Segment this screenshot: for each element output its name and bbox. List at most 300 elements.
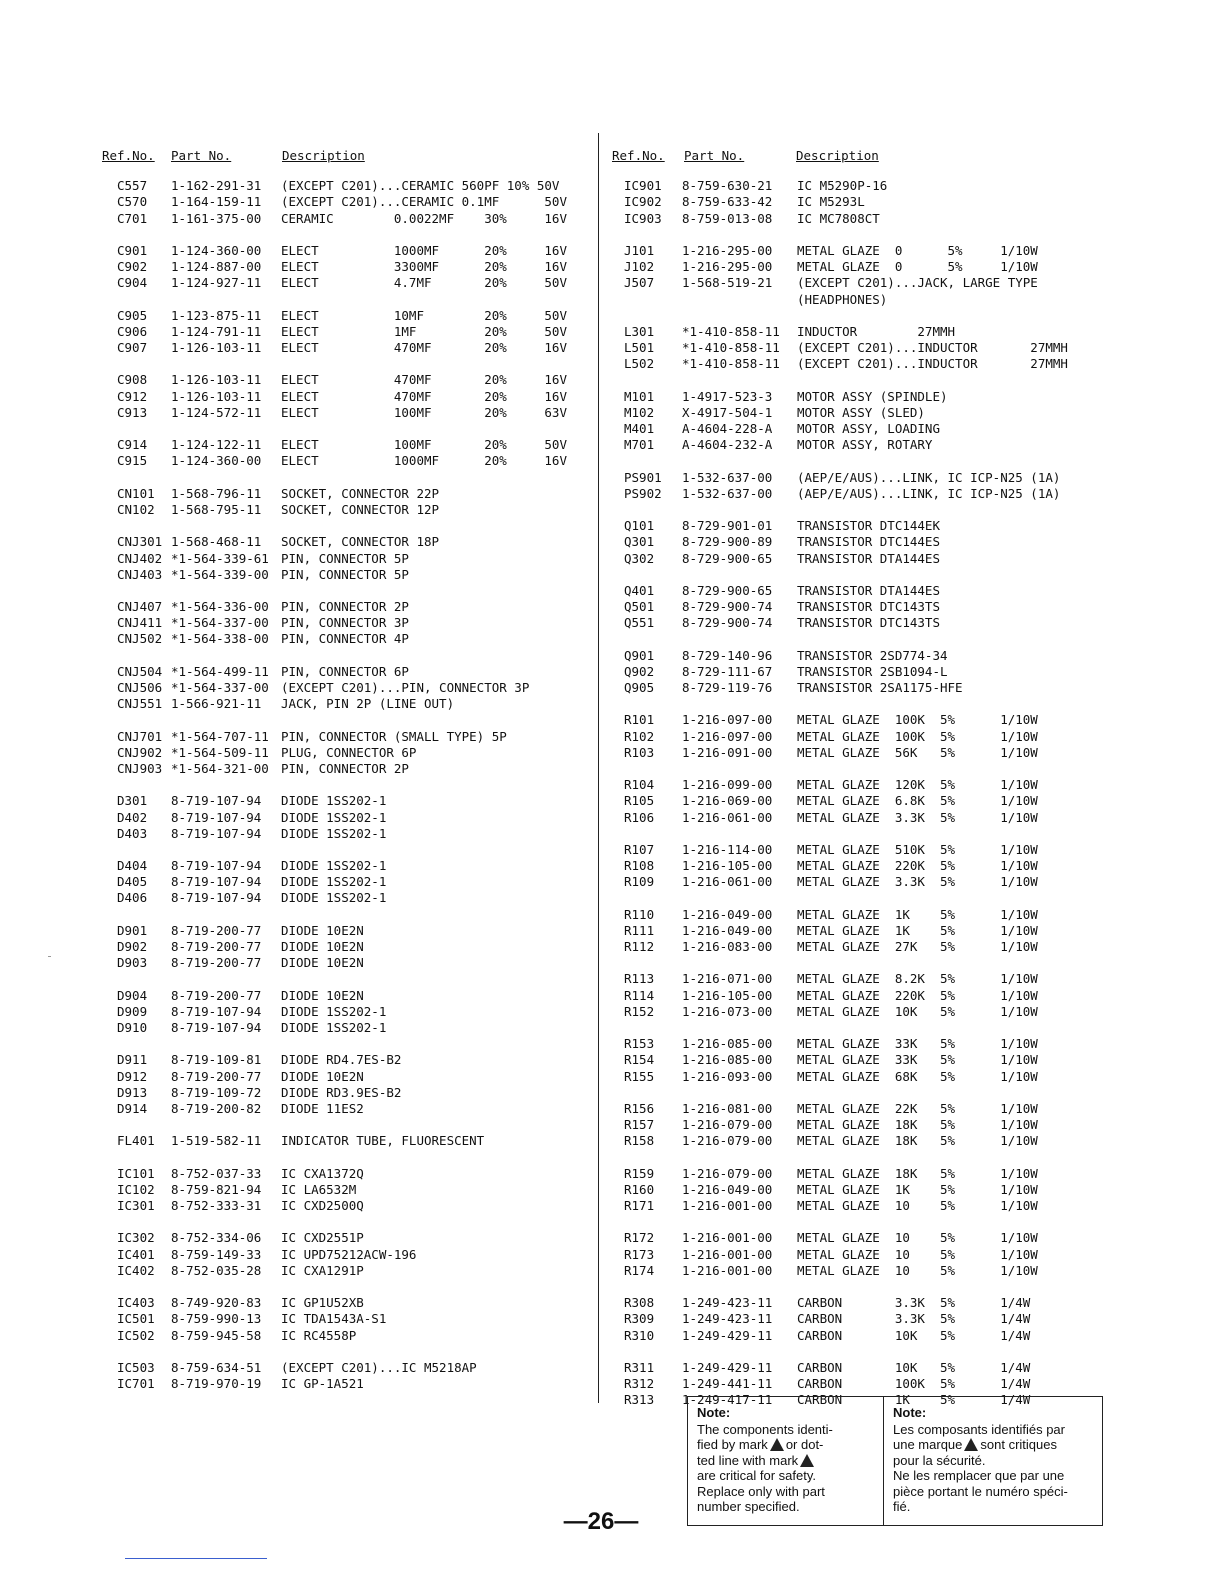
parts-row bbox=[612, 1198, 1107, 1214]
page-number: —26— bbox=[563, 1508, 639, 1535]
part-no: 1-216-001-00 bbox=[682, 1230, 773, 1246]
part-no: 1-216-073-00 bbox=[682, 1003, 773, 1019]
part-no: *1-564-337-00 bbox=[171, 680, 269, 696]
ref-no: PS902 bbox=[624, 485, 662, 501]
ref-no: IC701 bbox=[117, 1376, 155, 1392]
parts-list-left-column bbox=[102, 148, 590, 1408]
ref-no: D402 bbox=[117, 809, 148, 825]
part-no: 8-759-990-13 bbox=[171, 1311, 262, 1327]
column-divider bbox=[598, 133, 599, 1403]
ref-no: D910 bbox=[117, 1019, 148, 1035]
parts-row bbox=[612, 211, 1107, 227]
ref-no: R159 bbox=[624, 1165, 655, 1181]
description: INDUCTOR 27MMH bbox=[797, 323, 956, 339]
part-no: 8-719-200-77 bbox=[171, 939, 262, 955]
parts-list-left-body bbox=[102, 178, 590, 1392]
note-line: pour la sécurité. bbox=[893, 1452, 986, 1468]
ref-no: D902 bbox=[117, 939, 148, 955]
parts-group bbox=[102, 372, 590, 421]
part-no: 8-719-109-81 bbox=[171, 1052, 262, 1068]
ref-no: Q302 bbox=[624, 550, 655, 566]
ref-no: C905 bbox=[117, 307, 148, 323]
parts-row bbox=[102, 745, 590, 761]
header-description: Description bbox=[796, 148, 879, 163]
ref-no: J507 bbox=[624, 275, 655, 291]
parts-group bbox=[612, 389, 1107, 454]
description: CARBON 3.3K 5% 1/4W bbox=[797, 1311, 1031, 1327]
parts-row bbox=[102, 1020, 590, 1036]
part-no: *1-564-707-11 bbox=[171, 728, 269, 744]
description: (HEADPHONES) bbox=[797, 291, 888, 307]
description: MOTOR ASSY, LOADING bbox=[797, 421, 940, 437]
description: CERAMIC 0.0022MF 30% 16V bbox=[281, 210, 567, 226]
parts-row bbox=[102, 308, 590, 324]
ref-no: C570 bbox=[117, 194, 148, 210]
description: DIODE RD4.7ES-B2 bbox=[281, 1052, 402, 1068]
parts-group bbox=[102, 308, 590, 357]
ref-no: R103 bbox=[624, 744, 655, 760]
parts-group bbox=[102, 988, 590, 1037]
part-no: 8-729-900-65 bbox=[682, 550, 773, 566]
parts-row bbox=[612, 712, 1107, 728]
parts-row bbox=[102, 810, 590, 826]
ref-no: CNJ403 bbox=[117, 566, 163, 582]
part-no: 1-216-097-00 bbox=[682, 728, 773, 744]
description: METAL GLAZE 10 5% 1/10W bbox=[797, 1246, 1038, 1262]
note-line: Replace only with part bbox=[697, 1483, 825, 1499]
ref-no: CNJ407 bbox=[117, 599, 163, 615]
part-no: 8-719-107-94 bbox=[171, 809, 262, 825]
part-no: 1-124-791-11 bbox=[171, 323, 262, 339]
part-no: *1-564-499-11 bbox=[171, 663, 269, 679]
description: METAL GLAZE 22K 5% 1/10W bbox=[797, 1100, 1038, 1116]
part-no: 1-216-085-00 bbox=[682, 1052, 773, 1068]
parts-row bbox=[612, 1052, 1107, 1068]
part-no: 8-719-107-94 bbox=[171, 874, 262, 890]
parts-row bbox=[612, 599, 1107, 615]
description: IC M5290P-16 bbox=[797, 178, 888, 194]
parts-row bbox=[612, 680, 1107, 696]
description: IC GP-1A521 bbox=[281, 1376, 364, 1392]
parts-row bbox=[102, 275, 590, 291]
description: TRANSISTOR 2SB1094-L bbox=[797, 663, 948, 679]
description: PIN, CONNECTOR 2P bbox=[281, 760, 409, 776]
parts-group bbox=[102, 534, 590, 583]
parts-group bbox=[102, 243, 590, 292]
ref-no: D405 bbox=[117, 874, 148, 890]
parts-group bbox=[102, 729, 590, 778]
description: DIODE 10E2N bbox=[281, 1068, 364, 1084]
description: TRANSISTOR DTC143TS bbox=[797, 615, 940, 631]
ref-no: R157 bbox=[624, 1117, 655, 1133]
description: IC LA6532M bbox=[281, 1181, 357, 1197]
parts-row bbox=[102, 1328, 590, 1344]
description: METAL GLAZE 220K 5% 1/10W bbox=[797, 858, 1038, 874]
description: CARBON 1K 5% 1/4W bbox=[797, 1392, 1031, 1408]
ref-no: IC401 bbox=[117, 1246, 155, 1262]
description: METAL GLAZE 0 5% 1/10W bbox=[797, 242, 1038, 258]
parts-row bbox=[612, 988, 1107, 1004]
parts-row bbox=[612, 275, 1107, 291]
description: METAL GLAZE 68K 5% 1/10W bbox=[797, 1068, 1038, 1084]
ref-no: CNJ301 bbox=[117, 534, 163, 550]
header-ref-no: Ref.No. bbox=[102, 148, 155, 163]
parts-row bbox=[102, 1085, 590, 1101]
description: DIODE 1SS202-1 bbox=[281, 1019, 387, 1035]
parts-row bbox=[102, 680, 590, 696]
parts-group bbox=[612, 1166, 1107, 1215]
safety-warning-icon bbox=[770, 1438, 784, 1451]
part-no: 1-216-079-00 bbox=[682, 1133, 773, 1149]
description: PIN, CONNECTOR 5P bbox=[281, 566, 409, 582]
ref-no: CN101 bbox=[117, 485, 155, 501]
ref-no: Q905 bbox=[624, 680, 655, 696]
part-no: 8-729-119-76 bbox=[682, 680, 773, 696]
header-part-no: Part No. bbox=[684, 148, 745, 163]
ref-no: CNJ411 bbox=[117, 615, 163, 631]
part-no: 8-719-200-82 bbox=[171, 1100, 262, 1116]
part-no: 8-759-821-94 bbox=[171, 1181, 262, 1197]
description: DIODE 1SS202-1 bbox=[281, 890, 387, 906]
parts-row bbox=[612, 583, 1107, 599]
parts-row bbox=[612, 1230, 1107, 1246]
ref-no: FL401 bbox=[117, 1133, 155, 1149]
parts-row bbox=[612, 858, 1107, 874]
ref-no: R156 bbox=[624, 1100, 655, 1116]
description: ELECT 1000MF 20% 16V bbox=[281, 242, 567, 258]
parts-row bbox=[102, 664, 590, 680]
parts-group bbox=[612, 583, 1107, 632]
ref-no: R308 bbox=[624, 1295, 655, 1311]
ref-no: CNJ551 bbox=[117, 696, 163, 712]
parts-group bbox=[612, 1295, 1107, 1344]
ref-no: D904 bbox=[117, 987, 148, 1003]
description: DIODE RD3.9ES-B2 bbox=[281, 1084, 402, 1100]
parts-row bbox=[612, 534, 1107, 550]
part-no: 1-216-061-00 bbox=[682, 874, 773, 890]
description: TRANSISTOR DTA144ES bbox=[797, 550, 940, 566]
parts-row bbox=[612, 405, 1107, 421]
note-line: The components identi- bbox=[697, 1421, 833, 1437]
parts-row bbox=[102, 372, 590, 388]
description: DIODE 10E2N bbox=[281, 987, 364, 1003]
ref-no: IC302 bbox=[117, 1230, 155, 1246]
part-no: 8-719-107-94 bbox=[171, 793, 262, 809]
parts-row bbox=[612, 470, 1107, 486]
part-no: 1-216-083-00 bbox=[682, 939, 773, 955]
description: DIODE 1SS202-1 bbox=[281, 793, 387, 809]
ref-no: D406 bbox=[117, 890, 148, 906]
description: PIN, CONNECTOR 2P bbox=[281, 599, 409, 615]
part-no: 1-124-360-00 bbox=[171, 453, 262, 469]
description: METAL GLAZE 56K 5% 1/10W bbox=[797, 744, 1038, 760]
description: METAL GLAZE 120K 5% 1/10W bbox=[797, 777, 1038, 793]
description: PIN, CONNECTOR 6P bbox=[281, 663, 409, 679]
part-no: 1-519-582-11 bbox=[171, 1133, 262, 1149]
part-no: 8-729-900-65 bbox=[682, 582, 773, 598]
parts-row bbox=[102, 1247, 590, 1263]
parts-row bbox=[612, 842, 1107, 858]
part-no: 1-216-049-00 bbox=[682, 1181, 773, 1197]
description: TRANSISTOR DTA144ES bbox=[797, 582, 940, 598]
part-no: 1-216-001-00 bbox=[682, 1246, 773, 1262]
note-line: pièce portant le numéro spéci- bbox=[893, 1483, 1068, 1499]
parts-row bbox=[102, 1101, 590, 1117]
ref-no: IC301 bbox=[117, 1198, 155, 1214]
parts-row bbox=[612, 939, 1107, 955]
part-no: 8-752-333-31 bbox=[171, 1198, 262, 1214]
part-no: 1-124-360-00 bbox=[171, 242, 262, 258]
parts-group bbox=[102, 923, 590, 972]
ref-no: IC403 bbox=[117, 1295, 155, 1311]
ref-no: CN102 bbox=[117, 501, 155, 517]
parts-row bbox=[612, 793, 1107, 809]
description: METAL GLAZE 18K 5% 1/10W bbox=[797, 1133, 1038, 1149]
ref-no: IC902 bbox=[624, 194, 662, 210]
parts-group bbox=[612, 971, 1107, 1020]
description: JACK, PIN 2P (LINE OUT) bbox=[281, 696, 455, 712]
parts-row bbox=[612, 1263, 1107, 1279]
ref-no: D913 bbox=[117, 1084, 148, 1100]
parts-row bbox=[102, 761, 590, 777]
part-no: 1-124-887-00 bbox=[171, 259, 262, 275]
ref-no: C557 bbox=[117, 178, 148, 194]
ref-no: R313 bbox=[624, 1392, 655, 1408]
parts-row bbox=[612, 1295, 1107, 1311]
parts-row bbox=[102, 178, 590, 194]
safety-note-box bbox=[687, 1396, 1103, 1526]
ref-no: D301 bbox=[117, 793, 148, 809]
ref-no: Q901 bbox=[624, 647, 655, 663]
parts-row bbox=[102, 324, 590, 340]
ref-no: R107 bbox=[624, 841, 655, 857]
description: MOTOR ASSY (SPINDLE) bbox=[797, 388, 948, 404]
ref-no: R173 bbox=[624, 1246, 655, 1262]
parts-row bbox=[102, 1166, 590, 1182]
part-no: 1-249-429-11 bbox=[682, 1359, 773, 1375]
parts-row bbox=[612, 777, 1107, 793]
ref-no: R154 bbox=[624, 1052, 655, 1068]
part-no: 8-719-200-77 bbox=[171, 922, 262, 938]
parts-group bbox=[612, 1101, 1107, 1150]
ref-no: IC101 bbox=[117, 1165, 155, 1181]
ref-no: Q551 bbox=[624, 615, 655, 631]
parts-row bbox=[102, 194, 590, 210]
parts-list-right-column bbox=[612, 148, 1107, 1425]
note-line: Ne les remplacer que par une bbox=[893, 1468, 1065, 1483]
ref-no: R110 bbox=[624, 906, 655, 922]
parts-row bbox=[612, 874, 1107, 890]
parts-row bbox=[102, 259, 590, 275]
parts-group bbox=[102, 1360, 590, 1392]
ref-no: CNJ402 bbox=[117, 550, 163, 566]
parts-row bbox=[102, 1376, 590, 1392]
parts-row bbox=[102, 955, 590, 971]
ref-no: R158 bbox=[624, 1133, 655, 1149]
description: ELECT 4.7MF 20% 50V bbox=[281, 275, 567, 291]
part-no: 8-719-200-77 bbox=[171, 955, 262, 971]
ref-no: C908 bbox=[117, 372, 148, 388]
safety-warning-icon bbox=[964, 1438, 978, 1451]
part-no: *1-564-509-11 bbox=[171, 744, 269, 760]
ref-no: PS901 bbox=[624, 469, 662, 485]
header-description: Description bbox=[282, 148, 365, 163]
ref-no: R160 bbox=[624, 1181, 655, 1197]
part-no: 8-719-200-77 bbox=[171, 1068, 262, 1084]
ref-no bbox=[612, 292, 682, 308]
part-no: 1-216-061-00 bbox=[682, 809, 773, 825]
ref-no: C914 bbox=[117, 437, 148, 453]
parts-row bbox=[612, 1117, 1107, 1133]
part-no: 1-249-417-11 bbox=[682, 1392, 773, 1408]
note-line: number specified. bbox=[697, 1499, 800, 1514]
parts-group bbox=[102, 664, 590, 713]
part-no: 8-719-970-19 bbox=[171, 1376, 262, 1392]
parts-row bbox=[612, 1133, 1107, 1149]
note-text: une marque bbox=[893, 1437, 963, 1452]
ref-no: R111 bbox=[624, 922, 655, 938]
description: METAL GLAZE 0 5% 1/10W bbox=[797, 259, 1038, 275]
ref-no: IC502 bbox=[117, 1327, 155, 1343]
description: METAL GLAZE 3.3K 5% 1/10W bbox=[797, 809, 1038, 825]
ref-no: Q301 bbox=[624, 534, 655, 550]
ref-no: Q101 bbox=[624, 518, 655, 534]
note-line: Les composants identifiés par bbox=[893, 1421, 1065, 1437]
description: IC M5293L bbox=[797, 194, 865, 210]
parts-row bbox=[612, 1004, 1107, 1020]
ref-no: D909 bbox=[117, 1003, 148, 1019]
parts-row bbox=[102, 437, 590, 453]
ref-no: J101 bbox=[624, 242, 655, 258]
ref-no: CNJ506 bbox=[117, 680, 163, 696]
ref-no: R113 bbox=[624, 971, 655, 987]
description: METAL GLAZE 8.2K 5% 1/10W bbox=[797, 971, 1038, 987]
description: DIODE 1SS202-1 bbox=[281, 858, 387, 874]
note-line: are critical for safety. bbox=[697, 1468, 816, 1483]
parts-row bbox=[102, 696, 590, 712]
part-no bbox=[682, 292, 797, 308]
ref-no: R310 bbox=[624, 1327, 655, 1343]
part-no: 8-729-900-74 bbox=[682, 615, 773, 631]
ref-no: R108 bbox=[624, 858, 655, 874]
parts-group bbox=[102, 858, 590, 907]
parts-row bbox=[102, 631, 590, 647]
description: TRANSISTOR DTC144EK bbox=[797, 518, 940, 534]
part-no: 1-216-085-00 bbox=[682, 1036, 773, 1052]
part-no: A-4604-232-A bbox=[682, 437, 773, 453]
part-no: 1-216-079-00 bbox=[682, 1165, 773, 1181]
parts-row bbox=[612, 923, 1107, 939]
part-no: 1-216-114-00 bbox=[682, 841, 773, 857]
description: METAL GLAZE 10 5% 1/10W bbox=[797, 1230, 1038, 1246]
ref-no: Q401 bbox=[624, 582, 655, 598]
ref-no: IC402 bbox=[117, 1262, 155, 1278]
header-ref-no: Ref.No. bbox=[612, 148, 665, 163]
header-part-no: Part No. bbox=[171, 148, 232, 163]
parts-group bbox=[102, 793, 590, 842]
description: (EXCEPT C201)...JACK, LARGE TYPE bbox=[797, 275, 1038, 291]
description: TRANSISTOR 2SA1175-HFE bbox=[797, 680, 963, 696]
part-no: 1-216-091-00 bbox=[682, 744, 773, 760]
description: METAL GLAZE 510K 5% 1/10W bbox=[797, 841, 1038, 857]
description: ELECT 100MF 20% 50V bbox=[281, 437, 567, 453]
parts-row bbox=[612, 1247, 1107, 1263]
description: (EXCEPT C201)...PIN, CONNECTOR 3P bbox=[281, 680, 530, 696]
part-no: A-4604-228-A bbox=[682, 421, 773, 437]
ref-no: IC503 bbox=[117, 1359, 155, 1375]
ref-no: D903 bbox=[117, 955, 148, 971]
part-no: 1-216-105-00 bbox=[682, 858, 773, 874]
description: METAL GLAZE 100K 5% 1/10W bbox=[797, 712, 1038, 728]
description: METAL GLAZE 18K 5% 1/10W bbox=[797, 1165, 1038, 1181]
ref-no: D914 bbox=[117, 1100, 148, 1116]
parts-group bbox=[612, 648, 1107, 697]
description: ELECT 470MF 20% 16V bbox=[281, 388, 567, 404]
parts-row bbox=[102, 923, 590, 939]
parts-row bbox=[612, 1101, 1107, 1117]
note-title: Note: bbox=[697, 1405, 731, 1420]
part-no: 1-216-081-00 bbox=[682, 1100, 773, 1116]
part-no: *1-410-858-11 bbox=[682, 356, 780, 372]
ref-no: CNJ903 bbox=[117, 760, 163, 776]
part-no: 1-568-795-11 bbox=[171, 501, 262, 517]
description: (AEP/E/AUS)...LINK, IC ICP-N25 (1A) bbox=[797, 469, 1061, 485]
parts-row bbox=[102, 243, 590, 259]
description: MOTOR ASSY, ROTARY bbox=[797, 437, 933, 453]
parts-row bbox=[612, 615, 1107, 631]
parts-row bbox=[612, 1328, 1107, 1344]
description: CARBON 10K 5% 1/4W bbox=[797, 1327, 1031, 1343]
parts-row bbox=[612, 1376, 1107, 1392]
description: (AEP/E/AUS)...LINK, IC ICP-N25 (1A) bbox=[797, 485, 1061, 501]
description: DIODE 1SS202-1 bbox=[281, 874, 387, 890]
part-no: 8-759-630-21 bbox=[682, 178, 773, 194]
description: IC GP1U52XB bbox=[281, 1295, 364, 1311]
part-no: 8-759-633-42 bbox=[682, 194, 773, 210]
parts-row bbox=[612, 1036, 1107, 1052]
ref-no: R309 bbox=[624, 1311, 655, 1327]
description: IC CXA1372Q bbox=[281, 1165, 364, 1181]
parts-row bbox=[612, 340, 1107, 356]
description: METAL GLAZE 3.3K 5% 1/10W bbox=[797, 874, 1038, 890]
part-no: *1-564-339-00 bbox=[171, 566, 269, 582]
parts-row bbox=[612, 389, 1107, 405]
ref-no: C902 bbox=[117, 259, 148, 275]
description: IC TDA1543A-S1 bbox=[281, 1311, 387, 1327]
parts-row bbox=[102, 567, 590, 583]
part-no: 8-759-013-08 bbox=[682, 210, 773, 226]
part-no: 1-216-001-00 bbox=[682, 1262, 773, 1278]
description: METAL GLAZE 100K 5% 1/10W bbox=[797, 728, 1038, 744]
ref-no: R153 bbox=[624, 1036, 655, 1052]
description: METAL GLAZE 10 5% 1/10W bbox=[797, 1262, 1038, 1278]
parts-group bbox=[612, 842, 1107, 891]
parts-group bbox=[102, 1166, 590, 1215]
description: CARBON 10K 5% 1/4W bbox=[797, 1359, 1031, 1375]
parts-group bbox=[102, 1230, 590, 1279]
description: METAL GLAZE 6.8K 5% 1/10W bbox=[797, 793, 1038, 809]
parts-row bbox=[612, 292, 1107, 308]
part-no: 1-249-429-11 bbox=[682, 1327, 773, 1343]
part-no: 8-719-107-94 bbox=[171, 1003, 262, 1019]
part-no: 1-566-921-11 bbox=[171, 696, 262, 712]
parts-row bbox=[102, 340, 590, 356]
part-no: 8-759-634-51 bbox=[171, 1359, 262, 1375]
parts-row bbox=[102, 599, 590, 615]
footer-rule bbox=[125, 1558, 267, 1559]
part-no: 1-532-637-00 bbox=[682, 469, 773, 485]
parts-row bbox=[612, 1182, 1107, 1198]
